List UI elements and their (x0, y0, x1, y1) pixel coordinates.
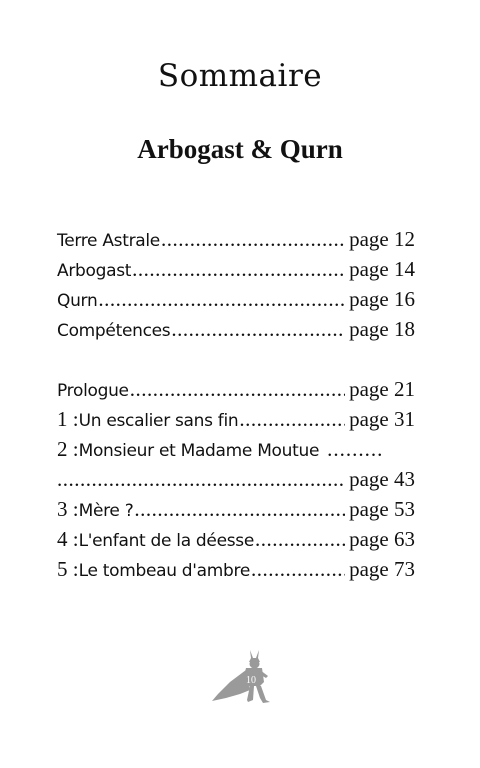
toc-entry-label: Un escalier sans fin (78, 411, 239, 431)
chapter-number: 1 : (57, 407, 79, 431)
toc-entry-label: Le tombeau d'ambre (78, 561, 251, 581)
toc-entry[interactable] (57, 284, 415, 314)
dot-leader (239, 404, 345, 434)
toc-entry-page: page 14 (349, 257, 415, 281)
toc-section-chapters (57, 374, 415, 584)
dot-leader (171, 314, 345, 344)
toc-entry-chapter-5[interactable] (57, 554, 415, 584)
toc-entry-prologue[interactable] (57, 374, 415, 404)
dot-leader-tail: ......... (327, 437, 384, 461)
toc-entry-page: page 53 (349, 497, 415, 521)
horned-creature-silhouette-icon (210, 646, 274, 706)
toc-entry-label: Qurn (57, 291, 98, 311)
toc-entry-chapter-4[interactable] (57, 524, 415, 554)
toc-entry-label: L'enfant de la déesse (78, 531, 254, 551)
toc-entry-page: page 43 (349, 467, 415, 491)
toc-entry-page: page 12 (349, 227, 415, 251)
page-title: Sommaire (157, 58, 323, 94)
dot-leader (57, 464, 345, 494)
toc-entry[interactable] (57, 254, 415, 284)
toc-entry-chapter-2[interactable] (57, 434, 415, 464)
toc-entry-page: page 21 (349, 377, 415, 401)
dot-leader (98, 284, 345, 314)
toc-entry-chapter-1[interactable] (57, 404, 415, 434)
toc-entry-label: Mère ? (78, 501, 134, 521)
toc-entry-page: page 18 (349, 317, 415, 341)
toc-entry-page: page 63 (349, 527, 415, 551)
toc-entry-label: Arbogast (57, 261, 132, 281)
chapter-number: 5 : (57, 557, 79, 581)
toc-entry[interactable] (57, 224, 415, 254)
book-subtitle: Arbogast & Qurn (137, 134, 343, 164)
chapter-number: 2 : (57, 437, 79, 461)
toc-entry-label: Terre Astrale (57, 231, 160, 251)
dot-leader (255, 524, 345, 554)
dot-leader (130, 374, 345, 404)
toc-entry[interactable] (57, 314, 415, 344)
toc-entry-page: page 16 (349, 287, 415, 311)
toc-entry-label: Monsieur et Madame Moutue (78, 441, 320, 461)
toc-entry-chapter-2-continued[interactable] (57, 464, 415, 494)
dot-leader (132, 254, 345, 284)
dot-leader (161, 224, 345, 254)
dot-leader (134, 494, 345, 524)
emblem-graphic (210, 646, 274, 706)
dot-leader (251, 554, 345, 584)
chapter-number: 3 : (57, 497, 79, 521)
page-number: 10 (246, 675, 256, 686)
toc-section-intro (57, 224, 415, 344)
toc-entry-page: page 31 (349, 407, 415, 431)
toc-entry-page: page 73 (349, 557, 415, 581)
toc-entry-label: Compétences (57, 321, 171, 341)
toc-entry-label: Prologue (57, 381, 129, 401)
toc-entry-chapter-3[interactable] (57, 494, 415, 524)
chapter-number: 4 : (57, 527, 79, 551)
